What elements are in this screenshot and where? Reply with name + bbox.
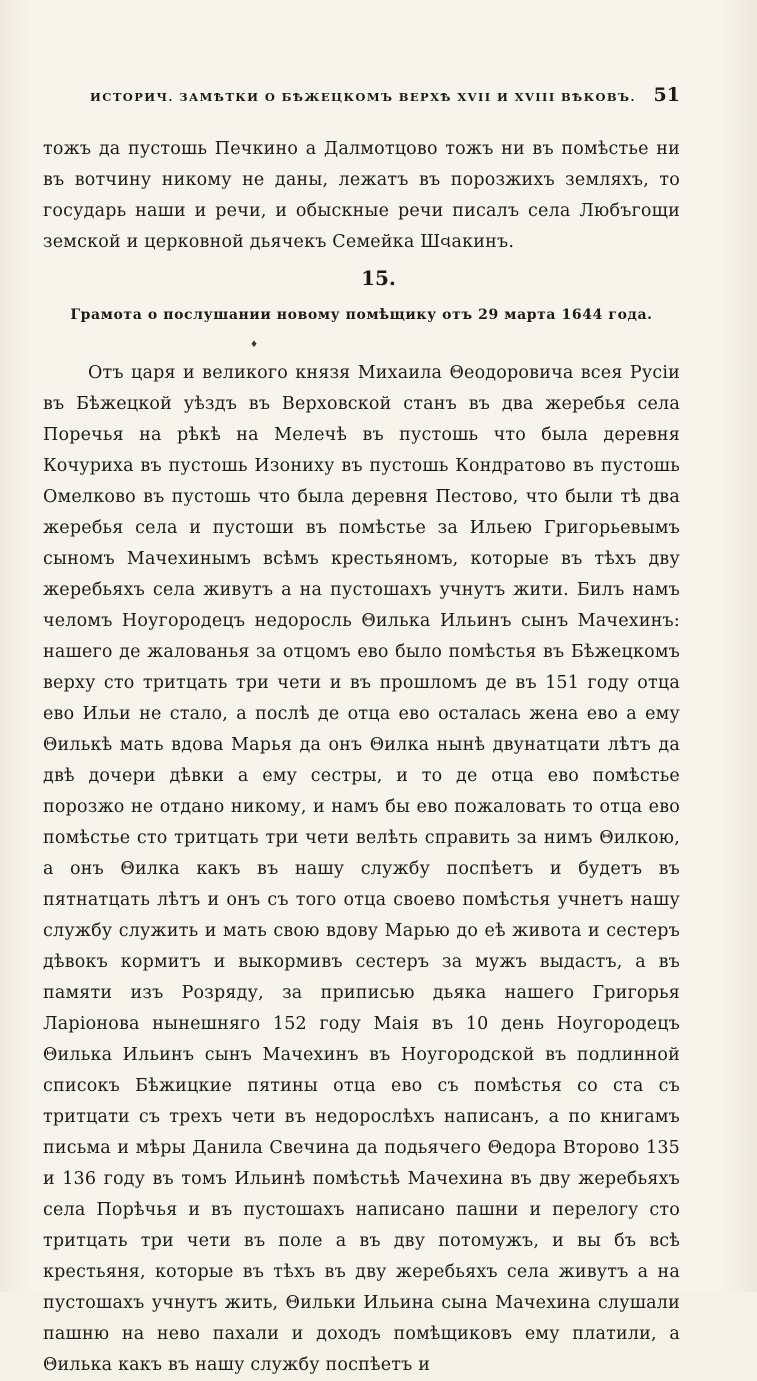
running-head <box>90 84 680 108</box>
main-paragraph: Отъ царя и великого князя Михаила Θеодоровича всея Русіи въ Бѣжецкой уѣздъ въ Верховской станъ въ два жеребья села Поречья на рѣкѣ на Мелечѣ въ пустошь что была деревня Кочуриха въ пустошь Изониху въ пустошь Кондратово въ пустошь Омелково въ пустошь что была деревня Пестово, что были тѣ два жеребья села и пустоши въ помѣстье за Ильею Григорьевымъ сыномъ Мачехинымъ всѣмъ крестьяномъ, которые въ тѣхъ дву жеребьяхъ села живутъ а на пустошахъ учнутъ жити. Билъ намъ челомъ Ноугородецъ недоросль Θилька Ильинъ сынъ Мачехинъ: нашего де жалованья за отцомъ ево было помѣстья въ Бѣжецкомъ верху сто тритцать три чети и въ прошломъ де въ 151 году отца ево Ильи не стало, а послѣ де отца ево осталась жена ево а ему Θилькѣ мать вдова Марья да онъ Θилка нынѣ двунатцати лѣтъ да двѣ дочери дѣвки а ему сестры, и то де отца ево помѣстье порозжо не отдано никому, и намъ бы ево пожаловать то отца ево помѣстье сто тритцать три чети велѣть справить за нимъ Θилкою, а онъ Θилка какъ въ нашу службу поспѣетъ и будетъ въ пятнатцать лѣтъ и онъ съ того отца своево помѣстья учнетъ нашу службу служить и мать свою вдову Марью до еѣ живота и сестеръ дѣвокъ кормитъ и выкормивъ сестеръ за мужъ выдастъ, а въ памяти изъ Розряду, за приписью дьяка нашего Григорья Ларіонова нынешняго 152 году Маія въ 10 день Ноугородецъ Θилька Ильинъ сынъ Мачехинъ въ Ноугородской въ подлинной списокъ Бѣжицкие пятины отца ево съ помѣстья со ста съ тритцати съ трехъ чети въ недорослѣхъ написанъ, а по книгамъ письма и мѣры Данила Свечина да подьячего Θедора Второво 135 и 136 году въ томъ Ильинѣ помѣстьѣ Мачехина въ дву жеребьяхъ села Порѣчья и въ пустошахъ написано пашни и перелогу сто тритцать три чети въ поле а въ дву потомужъ, и вы бъ всѣ крестьяня, которые въ тѣхъ въ дву жеребьяхъ села живутъ а на пустошахъ учнутъ жить, Θильки Ильина сына Мачехина слушали пашню на нево пахали и доходъ помѣщиковъ ему платили, а Θилька какъ въ нашу службу поспѣетъ и <box>43 363 680 1375</box>
page-number: 51 <box>653 84 680 106</box>
main-paragraph-block <box>43 358 680 1381</box>
section-number: 15. <box>361 266 396 290</box>
intro-paragraph: тожъ да пустошь Печкино а Далмотцово тожъ ни въ помѣстье ни въ вотчину никому не даны, лежатъ въ порозжихъ земляхъ, то государь наши и речи, и обыскные речи писалъ села Любъгощи земской и церковной дьячекъ Семейка Шવакинъ. <box>43 139 680 252</box>
ornament-mark: ♦ <box>250 340 259 350</box>
intro-paragraph-block <box>43 134 680 258</box>
section-title: Грамота о послушании новому помѣщику отъ 29 марта 1644 года. <box>70 307 653 323</box>
running-title: ИСТОРИЧ. ЗАМѢТКИ О БѢЖЕЦКОМЪ ВЕРХѢ XVII И XVIII ВѢКОВЪ. <box>90 90 636 104</box>
